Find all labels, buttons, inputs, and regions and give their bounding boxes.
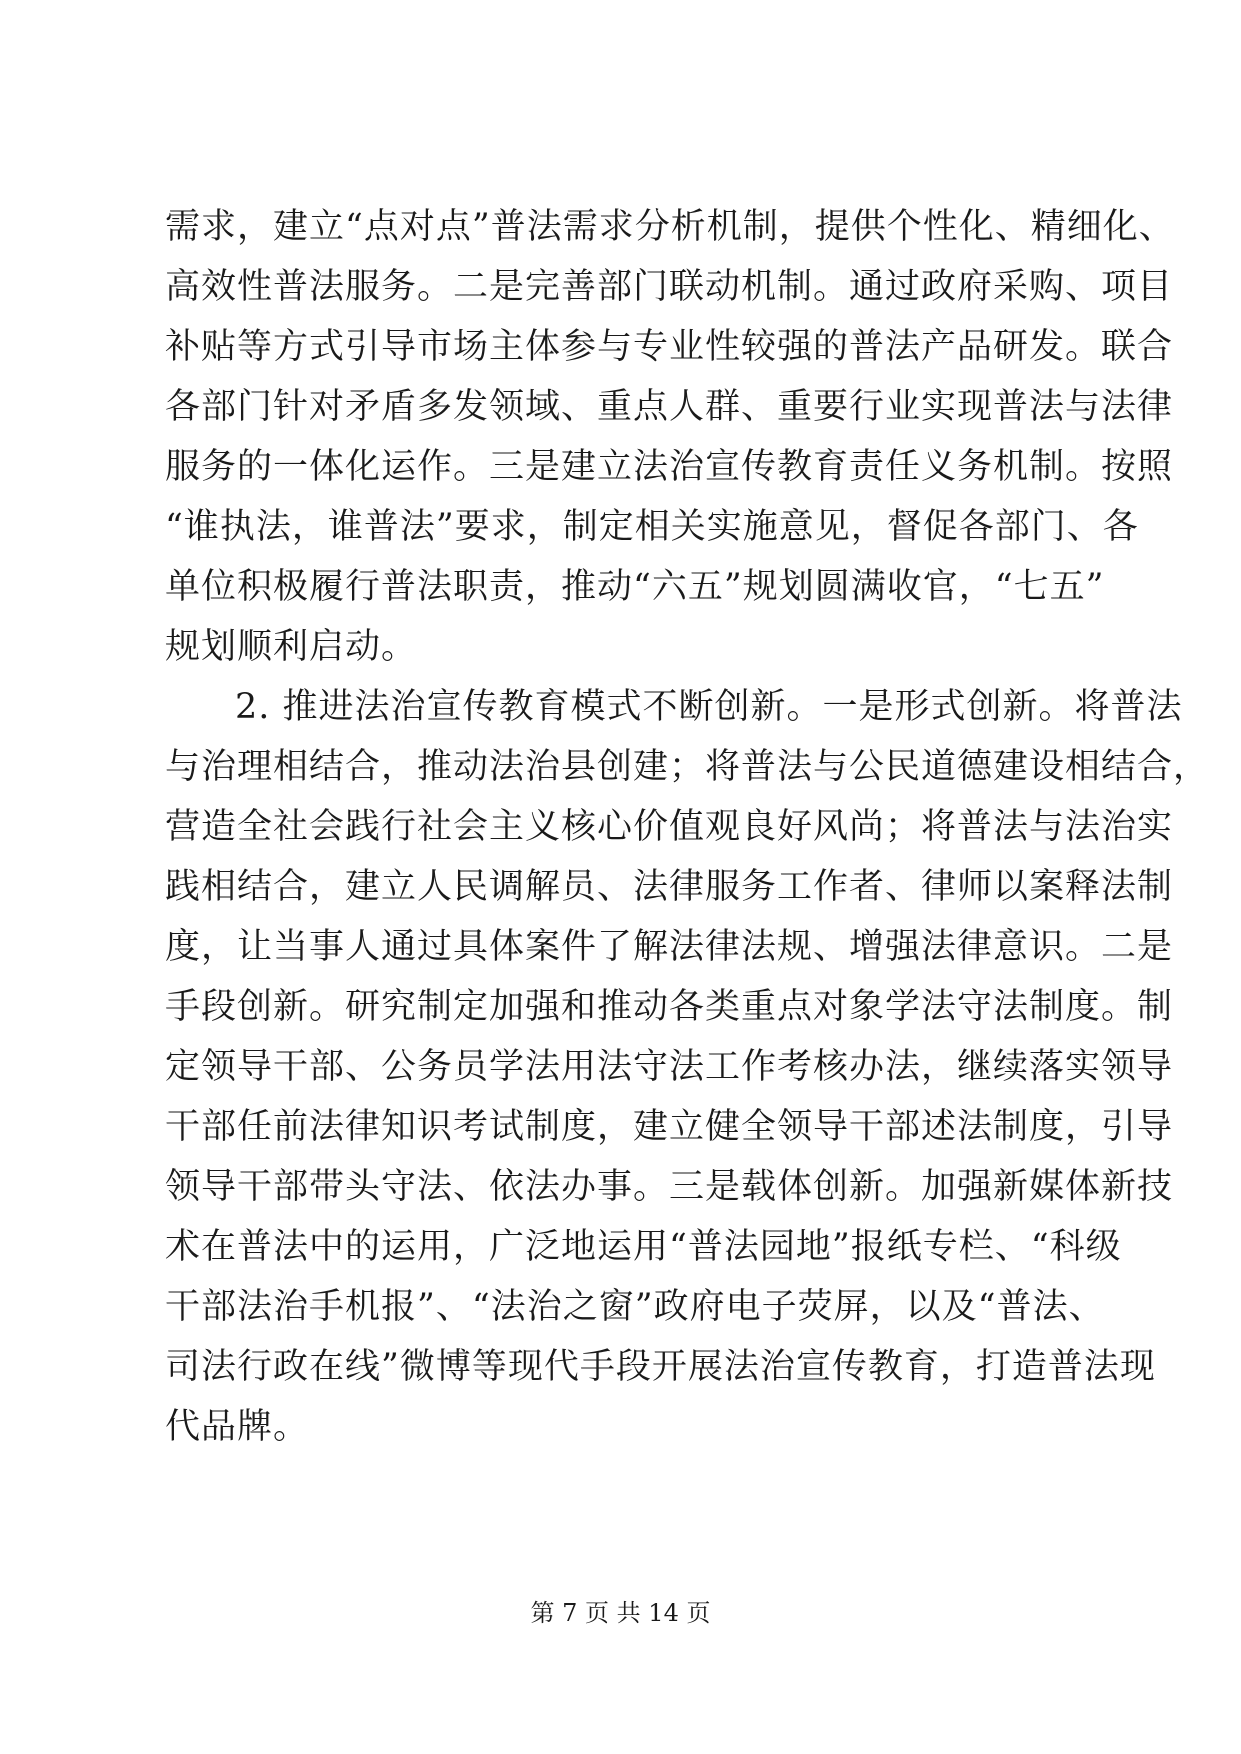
text-line: 手段创新。研究制定加强和推动各类重点对象学法守法制度。制 xyxy=(165,987,1174,1027)
text-line: 干部任前法律知识考试制度，建立健全领导干部述法制度，引导 xyxy=(165,1107,1174,1147)
text-line: 各部门针对矛盾多发领域、重点人群、重要行业实现普法与法律 xyxy=(165,387,1174,427)
text-line: 高效性普法服务。二是完善部门联动机制。通过政府采购、项目 xyxy=(165,267,1174,307)
text-line: 术在普法中的运用，广泛地运用“普法园地”报纸专栏、“科级 xyxy=(165,1227,1122,1267)
text-line: 补贴等方式引导市场主体参与专业性较强的普法产品研发。联合 xyxy=(165,327,1174,367)
text-line: 与治理相结合，推动法治县创建；将普法与公民道德建设相结合， xyxy=(165,747,1210,787)
text-line: 单位积极履行普法职责，推动“六五”规划圆满收官，“七五” xyxy=(165,567,1105,607)
text-line: 服务的一体化运作。三是建立法治宣传教育责任义务机制。按照 xyxy=(165,447,1174,487)
text-line: 代品牌。 xyxy=(165,1407,310,1447)
text-line: 需求，建立“点对点”普法需求分析机制，提供个性化、精细化、 xyxy=(165,207,1175,247)
text-line: 度，让当事人通过具体案件了解法律法规、增强法律意识。二是 xyxy=(165,927,1174,967)
paragraph-heading-line: 2. 推进法治宣传教育模式不断创新。一是形式创新。将普法 xyxy=(235,687,1183,727)
text-line: 规划顺利启动。 xyxy=(165,627,418,667)
text-line: 领导干部带头守法、依法办事。三是载体创新。加强新媒体新技 xyxy=(165,1167,1174,1207)
text-line: 营造全社会践行社会主义核心价值观良好风尚；将普法与法治实 xyxy=(165,807,1174,847)
text-line: 司法行政在线”微博等现代手段开展法治宣传教育，打造普法现 xyxy=(165,1347,1156,1387)
text-line: 干部法治手机报”、“法治之窗”政府电子荧屏，以及“普法、 xyxy=(165,1287,1105,1327)
page-number-footer: 第 7 页 共 14 页 xyxy=(530,1599,711,1627)
text-line: “谁执法，谁普法”要求，制定相关实施意见，督促各部门、各 xyxy=(165,507,1139,547)
text-line: 践相结合，建立人民调解员、法律服务工作者、律师以案释法制 xyxy=(165,867,1174,907)
text-line: 定领导干部、公务员学法用法守法工作考核办法，继续落实领导 xyxy=(165,1047,1174,1087)
